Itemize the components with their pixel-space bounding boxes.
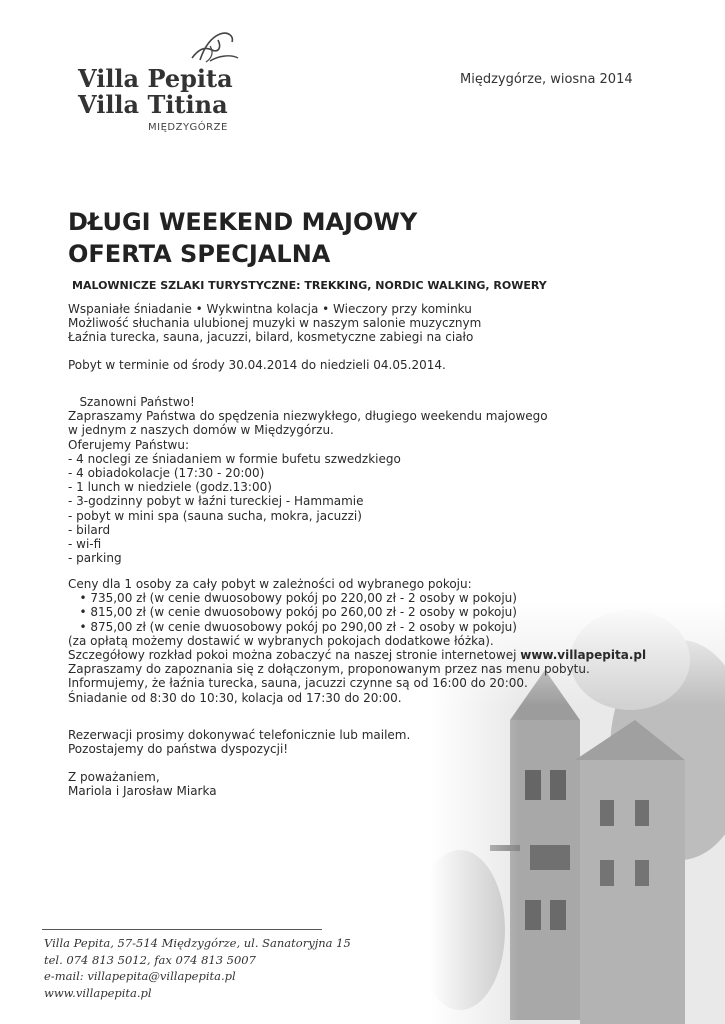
price-item: • 875,00 zł (w cenie dwuosobowy pokój po 290,00 zł - 2 osoby w pokoju) [68, 619, 517, 634]
offer-heading: Oferujemy Państwu: [68, 437, 189, 452]
prices-section [68, 577, 646, 705]
offer-item: - parking [68, 551, 122, 566]
footer-web[interactable]: www.villapepita.pl [44, 985, 152, 1000]
details-prefix: Szczegółowy rozkład pokoi można zobaczyć na naszej stronie internetowej [68, 647, 521, 662]
logo-swirl-icon [188, 28, 240, 64]
price-item: • 735,00 zł (w cenie dwuosobowy pokój po 220,00 zł - 2 osoby w pokoju) [68, 591, 517, 606]
offer-item: - wi-fi [68, 536, 102, 551]
footer-divider [42, 929, 322, 930]
footer-phone: tel. 074 813 5012, fax 074 813 5007 [44, 952, 256, 967]
footer-email[interactable]: e-mail: villapepita@villapepita.pl [44, 969, 236, 983]
stay-dates [68, 358, 446, 372]
offer-item: - 1 lunch w niedziele (godz.13:00) [68, 480, 272, 495]
letter-body [68, 395, 548, 565]
stay-text: Pobyt w terminie od środy 30.04.2014 do niedzieli 04.05.2014. [68, 358, 446, 372]
regards: Z poważaniem, [68, 770, 160, 784]
logo [78, 28, 258, 140]
logo-line-2: Villa Titina [78, 90, 228, 119]
subtitle: MALOWNICZE SZLAKI TURYSTYCZNE: TREKKING, NORDIC WALKING, ROWERY [72, 279, 547, 292]
features-list [68, 302, 481, 345]
signoff [68, 770, 217, 798]
footer-address: Villa Pepita, 57-514 Międzygórze, ul. Sanatoryjna 15 [44, 936, 351, 950]
extra-bed-note: (za opłatą możemy dostawić w wybranych pokojach dodatkowe łóżka). [68, 633, 494, 648]
feature-line: Łaźnia turecka, sauna, jacuzzi, bilard, kosmetyczne zabiegi na ciało [68, 330, 474, 345]
offer-item: - bilard [68, 522, 111, 537]
details-line [68, 648, 646, 662]
offer-item: - 3-godzinny pobyt w łaźni tureckiej - Hammamie [68, 494, 364, 509]
greeting: Szanowni Państwo! [68, 395, 195, 409]
closing-note: Pozostajemy do państwa dyspozycji! [68, 742, 289, 757]
feature-line: Wspaniałe śniadanie • Wykwintna kolacja • Wieczory przy kominku [68, 302, 472, 316]
meals-note: Śniadanie od 8:30 do 10:30, kolacja od 17:30 do 20:00. [68, 690, 402, 705]
prices-heading: Ceny dla 1 osoby za cały pobyt w zależności od wybranego pokoju: [68, 577, 472, 591]
feature-line: Możliwość słuchania ulubionej muzyki w naszym salonie muzycznym [68, 316, 482, 331]
dateline: Międzygórze, wiosna 2014 [460, 72, 633, 87]
hours-note: Informujemy, że łaźnia turecka, sauna, jacuzzi czynne są od 16:00 do 20:00. [68, 676, 528, 691]
footer-contact [44, 935, 351, 1001]
website-link[interactable]: www.villapepita.pl [520, 647, 647, 662]
title-line-2: OFERTA SPECJALNA [68, 240, 331, 268]
title-line-1: DŁUGI WEEKEND MAJOWY [68, 208, 418, 236]
price-item: • 815,00 zł (w cenie dwuosobowy pokój po 260,00 zł - 2 osoby w pokoju) [68, 605, 517, 620]
booking-section [68, 728, 410, 756]
logo-line-1: Villa Pepita [78, 64, 233, 93]
intro-line: Zapraszamy Państwa do spędzenia niezwykłego, długiego weekendu majowego [68, 409, 548, 424]
intro-line: w jednym z naszych domów w Międzygórzu. [68, 423, 334, 438]
offer-item: - 4 obiadokolacje (17:30 - 20:00) [68, 465, 265, 480]
booking-note: Rezerwacji prosimy dokonywać telefonicznie lub mailem. [68, 728, 411, 742]
menu-note: Zapraszamy do zapoznania się z dołączonym, proponowanym przez nas menu pobytu. [68, 662, 590, 677]
signature: Mariola i Jarosław Miarka [68, 784, 217, 799]
page-title [68, 206, 417, 270]
logo-place: MIĘDZYGÓRZE [148, 122, 228, 133]
offer-item: - 4 noclegi ze śniadaniem w formie bufetu szwedzkiego [68, 451, 401, 466]
offer-item: - pobyt w mini spa (sauna sucha, mokra, jacuzzi) [68, 508, 362, 523]
